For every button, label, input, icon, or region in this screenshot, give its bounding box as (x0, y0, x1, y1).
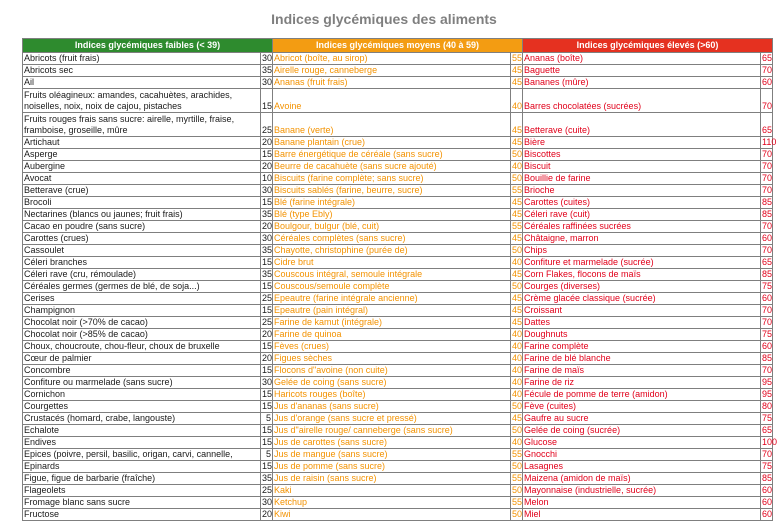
high-gi-food: Céréales raffinées sucrées (523, 221, 761, 233)
low-gi-value: 15 (262, 341, 273, 351)
high-gi-value: 70 (762, 149, 773, 159)
mid-gi-food: Chayotte, christophine (purée de) (273, 245, 511, 257)
mid-gi-food: Gelée de coing (sans sucre) (273, 377, 511, 389)
table-row (23, 89, 773, 113)
high-gi-value: 60 (762, 77, 773, 87)
high-gi-value: 60 (762, 485, 773, 495)
mid-gi-food: Epeautre (farine intégrale ancienne) (273, 293, 511, 305)
low-gi-food: Nectarines (blancs ou jaunes; fruit frais) (23, 209, 261, 221)
low-gi-header: Indices glycémiques faibles (< 39) (23, 39, 273, 53)
table-row (23, 113, 773, 137)
high-gi-value: 70 (761, 89, 773, 113)
low-gi-value: 15 (262, 197, 273, 207)
high-gi-food: Gnocchi (523, 449, 761, 461)
low-gi-value: 35 (262, 65, 273, 75)
low-gi-value: 15 (262, 461, 273, 471)
mid-gi-value: 55 (512, 185, 523, 195)
mid-gi-food: Avoine (273, 89, 511, 113)
table-row (23, 221, 773, 233)
mid-gi-value: 45 (512, 269, 523, 279)
low-gi-value: 30 (262, 233, 273, 243)
mid-gi-value: 40 (511, 89, 523, 113)
table-row (23, 473, 773, 485)
mid-gi-food: Ananas (fruit frais) (273, 77, 511, 89)
high-gi-food: Dattes (523, 317, 761, 329)
low-gi-food: Brocoli (23, 197, 261, 209)
mid-gi-value: 50 (512, 485, 523, 495)
high-gi-value: 65 (762, 425, 773, 435)
high-gi-food: Bière (523, 137, 761, 149)
low-gi-food: Fruits oléagineux: amandes, cacahuètes, arachides, noiselles, noix, noix de cajou, pistaches (23, 89, 261, 113)
low-gi-food: Abricots (fruit frais) (23, 53, 261, 65)
high-gi-food: Baguette (523, 65, 761, 77)
low-gi-food: Cacao en poudre (sans sucre) (23, 221, 261, 233)
table-row (23, 317, 773, 329)
mid-gi-value: 50 (512, 149, 523, 159)
high-gi-value: 70 (762, 161, 773, 171)
high-gi-value: 80 (762, 401, 773, 411)
table-row (23, 53, 773, 65)
table-row (23, 353, 773, 365)
high-gi-food: Crème glacée classique (sucrée) (523, 293, 761, 305)
table-row (23, 245, 773, 257)
mid-gi-header: Indices glycémiques moyens (40 à 59) (273, 39, 523, 53)
low-gi-food: Chocolat noir (>85% de cacao) (23, 329, 261, 341)
high-gi-food: Bananes (mûre) (523, 77, 761, 89)
low-gi-value: 15 (262, 389, 273, 399)
high-gi-food: Châtaigne, marron (523, 233, 761, 245)
high-gi-food: Mayonnaise (industrielle, sucrée) (523, 485, 761, 497)
high-gi-value: 75 (762, 281, 773, 291)
high-gi-value: 70 (762, 245, 773, 255)
high-gi-food: Carottes (cuites) (523, 197, 761, 209)
mid-gi-food: Banane (verte) (273, 113, 511, 137)
low-gi-value: 20 (262, 509, 273, 519)
high-gi-food: Miel (523, 509, 761, 521)
high-gi-food: Fève (cuites) (523, 401, 761, 413)
low-gi-value: 20 (262, 329, 273, 339)
high-gi-food: Barres chocolatées (sucrées) (523, 89, 761, 113)
mid-gi-value: 45 (512, 65, 523, 75)
high-gi-value: 60 (762, 497, 773, 507)
high-gi-value: 70 (762, 173, 773, 183)
low-gi-value: 15 (261, 89, 273, 113)
mid-gi-food: Couscous/semoule complète (273, 281, 511, 293)
high-gi-food: Farine complète (523, 341, 761, 353)
table-row (23, 185, 773, 197)
low-gi-food: Fromage blanc sans sucre (23, 497, 261, 509)
low-gi-value: 15 (262, 437, 273, 447)
low-gi-value: 35 (262, 473, 273, 483)
mid-gi-food: Fèves (crues) (273, 341, 511, 353)
table-row (23, 461, 773, 473)
high-gi-value: 75 (762, 413, 773, 423)
mid-gi-value: 40 (512, 329, 523, 339)
mid-gi-value: 45 (512, 305, 523, 315)
low-gi-food: Endives (23, 437, 261, 449)
mid-gi-value: 40 (512, 161, 523, 171)
table-row (23, 209, 773, 221)
mid-gi-food: Ketchup (273, 497, 511, 509)
low-gi-value: 25 (261, 113, 273, 137)
low-gi-value: 5 (261, 449, 273, 461)
low-gi-value: 15 (262, 425, 273, 435)
table-row (23, 365, 773, 377)
low-gi-food: Betterave (crue) (23, 185, 261, 197)
low-gi-value: 15 (262, 365, 273, 375)
low-gi-food: Cornichon (23, 389, 261, 401)
low-gi-value: 15 (262, 257, 273, 267)
mid-gi-food: Cidre brut (273, 257, 511, 269)
high-gi-value: 95 (762, 389, 773, 399)
mid-gi-food: Jus de carottes (sans sucre) (273, 437, 511, 449)
mid-gi-value: 40 (512, 341, 523, 351)
mid-gi-value: 50 (512, 461, 523, 471)
high-gi-food: Maizena (amidon de maïs) (523, 473, 761, 485)
high-gi-header: Indices glycémiques élevés (>60) (523, 39, 773, 53)
table-row (23, 65, 773, 77)
mid-gi-food: Jus de raisin (sans sucre) (273, 473, 511, 485)
high-gi-food: Fécule de pomme de terre (amidon) (523, 389, 761, 401)
mid-gi-food: Kaki (273, 485, 511, 497)
low-gi-food: Epices (poivre, persil, basilic, origan, carvi, cannelle, (23, 449, 261, 461)
high-gi-food: Biscuit (523, 161, 761, 173)
high-gi-food: Corn Flakes, flocons de maïs (523, 269, 761, 281)
mid-gi-food: Haricots rouges (boîte) (273, 389, 511, 401)
page-title: Indices glycémiques des aliments (271, 11, 497, 27)
high-gi-food: Céleri rave (cuit) (523, 209, 761, 221)
low-gi-food: Céleri branches (23, 257, 261, 269)
high-gi-value: 65 (762, 53, 773, 63)
mid-gi-value: 50 (512, 173, 523, 183)
high-gi-value: 110 (762, 137, 777, 147)
high-gi-food: Croissant (523, 305, 761, 317)
table-row (23, 413, 773, 425)
table-row (23, 77, 773, 89)
low-gi-value: 30 (262, 53, 273, 63)
low-gi-value: 20 (262, 221, 273, 231)
low-gi-food: Artichaut (23, 137, 261, 149)
high-gi-food: Doughnuts (523, 329, 761, 341)
table-row (23, 149, 773, 161)
high-gi-value: 95 (762, 377, 773, 387)
mid-gi-value: 40 (512, 365, 523, 375)
high-gi-value: 85 (762, 473, 773, 483)
mid-gi-food: Biscuits (farine complète; sans sucre) (273, 173, 511, 185)
header-row (23, 39, 773, 53)
low-gi-value: 20 (262, 353, 273, 363)
table-row (23, 437, 773, 449)
mid-gi-food: Farine de quinoa (273, 329, 511, 341)
mid-gi-value: 45 (511, 113, 523, 137)
table-row (23, 449, 773, 461)
high-gi-value: 70 (762, 365, 773, 375)
mid-gi-food: Epeautre (pain intégral) (273, 305, 511, 317)
mid-gi-food: Céréales complètes (sans sucre) (273, 233, 511, 245)
mid-gi-value: 40 (512, 377, 523, 387)
table-row (23, 509, 773, 521)
low-gi-food: Confiture ou marmelade (sans sucre) (23, 377, 261, 389)
high-gi-food: Lasagnes (523, 461, 761, 473)
mid-gi-food: Blé (type Ebly) (273, 209, 511, 221)
low-gi-value: 25 (262, 317, 273, 327)
mid-gi-value: 50 (512, 425, 523, 435)
high-gi-food: Farine de maïs (523, 365, 761, 377)
mid-gi-value: 55 (512, 53, 523, 63)
mid-gi-value: 55 (512, 449, 523, 459)
mid-gi-value: 45 (512, 317, 523, 327)
table-row (23, 293, 773, 305)
low-gi-food: Cassoulet (23, 245, 261, 257)
high-gi-food: Biscottes (523, 149, 761, 161)
high-gi-value: 60 (762, 233, 773, 243)
table-row (23, 281, 773, 293)
mid-gi-value: 45 (512, 197, 523, 207)
low-gi-value: 25 (262, 293, 273, 303)
mid-gi-value: 45 (512, 293, 523, 303)
table-row (23, 161, 773, 173)
mid-gi-food: Jus d"airelle rouge/ canneberge (sans sucre) (273, 425, 511, 437)
high-gi-food: Farine de riz (523, 377, 761, 389)
table-row (23, 341, 773, 353)
table-row (23, 137, 773, 149)
high-gi-value: 70 (762, 185, 773, 195)
low-gi-value: 30 (262, 185, 273, 195)
low-gi-value: 30 (262, 377, 273, 387)
high-gi-value: 85 (762, 209, 773, 219)
low-gi-food: Cœur de palmier (23, 353, 261, 365)
high-gi-food: Glucose (523, 437, 761, 449)
table-row (23, 497, 773, 509)
low-gi-value: 10 (262, 173, 273, 183)
high-gi-value: 70 (762, 221, 773, 231)
high-gi-value: 70 (762, 449, 773, 459)
high-gi-food: Farine de blé blanche (523, 353, 761, 365)
low-gi-food: Aubergine (23, 161, 261, 173)
low-gi-food: Asperge (23, 149, 261, 161)
low-gi-food: Flageolets (23, 485, 261, 497)
low-gi-value: 20 (262, 161, 273, 171)
mid-gi-food: Boulgour, bulgur (blé, cuit) (273, 221, 511, 233)
table-row (23, 257, 773, 269)
low-gi-food: Fruits rouges frais sans sucre: airelle, myrtille, fraise, framboise, groseille, mûre (23, 113, 261, 137)
mid-gi-food: Barre énergétique de céréale (sans sucre) (273, 149, 511, 161)
table-row (23, 425, 773, 437)
high-gi-food: Ananas (boîte) (523, 53, 761, 65)
low-gi-value: 35 (262, 269, 273, 279)
mid-gi-value: 40 (512, 257, 523, 267)
low-gi-value: 25 (262, 485, 273, 495)
mid-gi-value: 50 (512, 401, 523, 411)
high-gi-food: Gelée de coing (sucrée) (523, 425, 761, 437)
low-gi-food: Fructose (23, 509, 261, 521)
table-row (23, 233, 773, 245)
low-gi-food: Champignon (23, 305, 261, 317)
mid-gi-value: 50 (512, 281, 523, 291)
mid-gi-food: Figues sèches (273, 353, 511, 365)
mid-gi-value: 50 (512, 245, 523, 255)
mid-gi-value: 55 (512, 221, 523, 231)
table-row (23, 485, 773, 497)
low-gi-value: 15 (262, 401, 273, 411)
table-row (23, 377, 773, 389)
low-gi-food: Figue, figue de barbarie (fraîche) (23, 473, 261, 485)
low-gi-food: Céréales germes (germes de blé, de soja...) (23, 281, 261, 293)
table-row (23, 389, 773, 401)
high-gi-value: 85 (762, 197, 773, 207)
glycemic-table (22, 38, 777, 521)
mid-gi-value: 40 (512, 353, 523, 363)
high-gi-food: Courges (diverses) (523, 281, 761, 293)
high-gi-food: Bouillie de farine (523, 173, 761, 185)
high-gi-value: 100 (762, 437, 777, 447)
table-row (23, 305, 773, 317)
table-row (23, 173, 773, 185)
low-gi-value: 30 (262, 497, 273, 507)
low-gi-food: Cerises (23, 293, 261, 305)
high-gi-value: 85 (762, 353, 773, 363)
mid-gi-food: Farine de kamut (intégrale) (273, 317, 511, 329)
mid-gi-food: Airelle rouge, canneberge (273, 65, 511, 77)
low-gi-value: 35 (262, 209, 273, 219)
mid-gi-food: Abricot (boîte, au sirop) (273, 53, 511, 65)
high-gi-value: 85 (762, 269, 773, 279)
low-gi-value: 20 (262, 137, 273, 147)
mid-gi-food: Banane plantain (crue) (273, 137, 511, 149)
high-gi-food: Betterave (cuite) (523, 113, 761, 137)
high-gi-food: Chips (523, 245, 761, 257)
high-gi-value: 65 (761, 113, 773, 137)
high-gi-value: 75 (762, 461, 773, 471)
high-gi-food: Gaufre au sucre (523, 413, 761, 425)
low-gi-food: Abricots sec (23, 65, 261, 77)
mid-gi-food: Jus d'orange (sans sucre et pressé) (273, 413, 511, 425)
low-gi-food: Courgettes (23, 401, 261, 413)
mid-gi-value: 50 (512, 509, 523, 519)
mid-gi-value: 45 (512, 137, 523, 147)
low-gi-food: Céleri rave (cru, rémoulade) (23, 269, 261, 281)
high-gi-value: 70 (762, 317, 773, 327)
mid-gi-value: 40 (512, 437, 523, 447)
high-gi-food: Brioche (523, 185, 761, 197)
low-gi-value: 15 (262, 305, 273, 315)
low-gi-value: 35 (262, 245, 273, 255)
table-row (23, 269, 773, 281)
high-gi-value: 60 (762, 509, 773, 519)
high-gi-food: Confiture et marmelade (sucrée) (523, 257, 761, 269)
low-gi-food: Avocat (23, 173, 261, 185)
low-gi-food: Epinards (23, 461, 261, 473)
mid-gi-value: 45 (512, 413, 523, 423)
low-gi-food: Carottes (crues) (23, 233, 261, 245)
high-gi-value: 70 (762, 65, 773, 75)
high-gi-value: 65 (762, 257, 773, 267)
low-gi-value: 15 (262, 149, 273, 159)
mid-gi-value: 45 (512, 77, 523, 87)
mid-gi-value: 45 (512, 233, 523, 243)
table-row (23, 401, 773, 413)
mid-gi-food: Couscous intégral, semoule intégrale (273, 269, 511, 281)
low-gi-value: 5 (261, 413, 273, 425)
mid-gi-food: Jus de pomme (sans sucre) (273, 461, 511, 473)
table-row (23, 329, 773, 341)
high-gi-value: 60 (762, 293, 773, 303)
mid-gi-value: 55 (512, 497, 523, 507)
mid-gi-food: Jus de mangue (sans sucre) (273, 449, 511, 461)
high-gi-food: Melon (523, 497, 761, 509)
low-gi-food: Ail (23, 77, 261, 89)
low-gi-food: Chocolat noir (>70% de cacao) (23, 317, 261, 329)
mid-gi-food: Blé (farine intégrale) (273, 197, 511, 209)
high-gi-value: 70 (762, 305, 773, 315)
mid-gi-food: Beurre de cacahuète (sans sucre ajouté) (273, 161, 511, 173)
high-gi-value: 60 (762, 341, 773, 351)
mid-gi-food: Biscuits sablés (farine, beurre, sucre) (273, 185, 511, 197)
low-gi-value: 30 (262, 77, 273, 87)
low-gi-food: Concombre (23, 365, 261, 377)
low-gi-food: Crustacés (homard, crabe, langouste) (23, 413, 261, 425)
mid-gi-value: 40 (512, 389, 523, 399)
low-gi-food: Choux, choucroute, chou-fleur, choux de bruxelle (23, 341, 261, 353)
mid-gi-food: Flocons d"avoine (non cuite) (273, 365, 511, 377)
mid-gi-food: Jus d'ananas (sans sucre) (273, 401, 511, 413)
mid-gi-value: 45 (512, 209, 523, 219)
low-gi-food: Echalote (23, 425, 261, 437)
high-gi-value: 75 (762, 329, 773, 339)
mid-gi-food: Kiwi (273, 509, 511, 521)
mid-gi-value: 55 (512, 473, 523, 483)
low-gi-value: 15 (262, 281, 273, 291)
table-row (23, 197, 773, 209)
